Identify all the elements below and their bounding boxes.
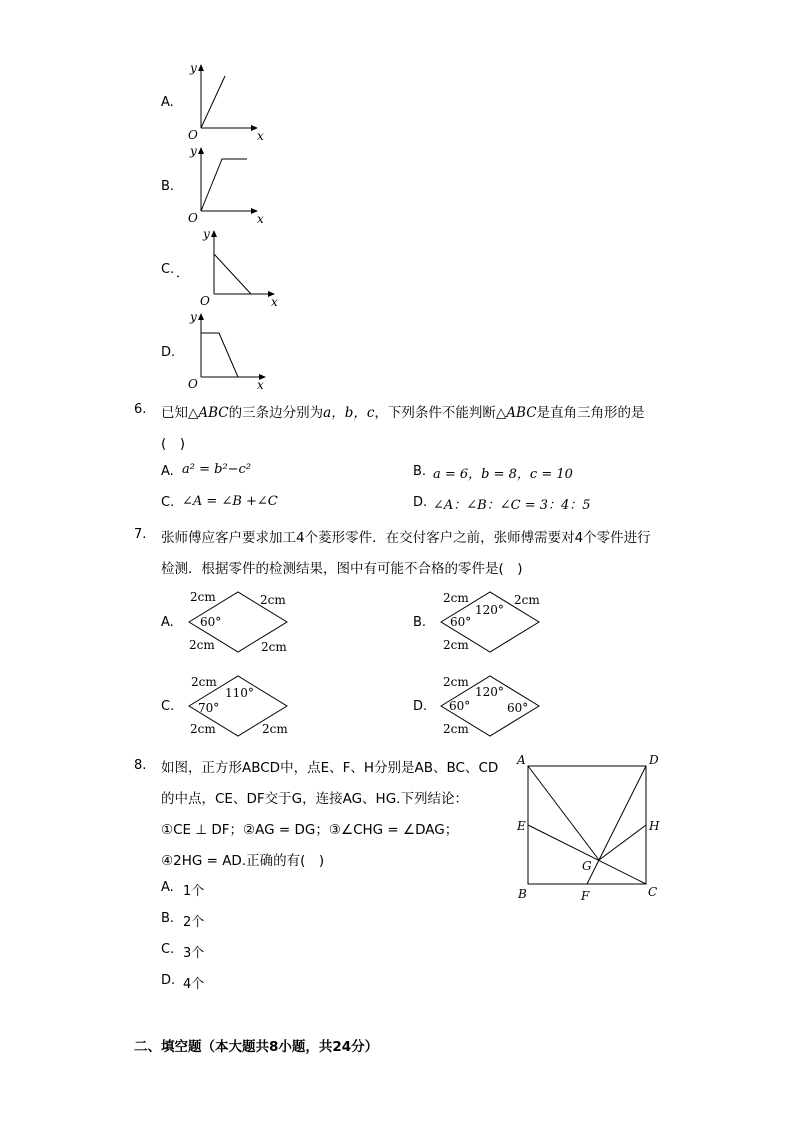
q7-stem-line1: 张师傅应客户要求加工4个菱形零件．在交付客户之前，张师傅需要对4个零件进行 <box>161 530 651 546</box>
q8-option-d-text: 4个 <box>183 977 205 992</box>
q6-option-c-text: ∠A = ∠B +∠C <box>182 494 278 509</box>
q7b-side-tl: 2cm <box>443 591 469 605</box>
q5-option-b-graph <box>185 143 265 226</box>
q8-stem-line1: 如图，正方形ABCD中，点E、F、H分别是AB、BC、CD <box>161 760 499 776</box>
q7-rhombus-c <box>185 672 305 742</box>
q7-rhombus-a <box>185 588 305 658</box>
q7d-angle-right: 60° <box>507 701 529 715</box>
q7a-side-tl: 2cm <box>190 590 216 604</box>
q7c-side-tl: 2cm <box>191 675 217 689</box>
q5d-x-label: x <box>257 378 264 392</box>
q8-label-e: E <box>517 819 526 833</box>
q7-option-a-letter: A. <box>161 615 174 630</box>
q7d-side-bl: 2cm <box>443 722 469 736</box>
q7b-angle-left: 60° <box>450 615 472 629</box>
q6-text-b: 的三条边分别为 <box>228 405 324 421</box>
q6-option-d-letter: D. <box>413 495 428 510</box>
q7-option-d-letter: D. <box>413 699 428 714</box>
q6-tri2: △ <box>495 405 507 421</box>
q5-option-a-letter: A. <box>161 95 174 110</box>
q7b-side-tr: 2cm <box>514 593 540 607</box>
q7-option-c-letter: C. <box>161 699 175 714</box>
q5b-origin-label: O <box>188 211 198 225</box>
q6-option-d-text: ∠A：∠B：∠C = 3：4：5 <box>433 498 591 513</box>
q7-stem-line2: 检测．根据零件的检测结果，图中有可能不合格的零件是( ) <box>161 561 523 577</box>
q7c-angle-top: 110° <box>225 686 254 700</box>
q5c-y-label: y <box>203 227 210 241</box>
q6-abc2: ABC <box>506 405 537 421</box>
q8-label-b: B <box>518 887 527 901</box>
q5a-x-label: x <box>257 129 264 143</box>
q5b-x-label: x <box>257 212 264 226</box>
q8-option-c-text: 3个 <box>183 946 205 961</box>
q7b-angle-top: 120° <box>475 603 504 617</box>
q8-option-c-letter: C. <box>161 942 175 957</box>
q7-rhombus-d <box>437 672 557 742</box>
q8-stem-line3: ①CE ⊥ DF；②AG = DG；③∠CHG = ∠DAG； <box>161 822 459 838</box>
section-2-title: 二、填空题（本大题共8小题，共24分） <box>134 1039 379 1055</box>
q5c-origin-label: O <box>200 294 210 308</box>
q8-square-figure <box>510 750 670 910</box>
q6-text-c: ，下列条件不能判断 <box>374 405 496 421</box>
q7d-side-tl: 2cm <box>443 675 469 689</box>
q7-number: 7. <box>134 527 147 542</box>
q8-label-c: C <box>648 885 658 899</box>
q5-option-d-letter: D. <box>161 345 176 360</box>
q6-option-c-letter: C. <box>161 495 175 510</box>
q6-option-a-letter: A. <box>161 464 174 479</box>
q8-label-d: D <box>649 753 659 767</box>
q8-option-d-letter: D. <box>161 973 176 988</box>
q6-tri1: △ <box>188 405 199 421</box>
q7c-angle-left: 70° <box>198 701 220 715</box>
q5a-y-label: y <box>190 61 197 75</box>
q7d-angle-left: 60° <box>449 699 471 713</box>
q7a-side-br: 2cm <box>261 640 287 654</box>
q6-option-b-text: a = 6，b = 8，c = 10 <box>433 467 573 482</box>
q5d-origin-label: O <box>188 377 198 391</box>
q7c-side-br: 2cm <box>262 722 288 736</box>
q6-option-b-letter: B. <box>413 464 427 479</box>
q8-label-a: A <box>517 753 526 767</box>
q8-option-a-text: 1个 <box>183 884 205 899</box>
q6-option-a-text: a² = b²−c² <box>182 462 252 477</box>
q6-abc1: ABC <box>198 405 229 421</box>
q6-stem-line2: ( ) <box>161 436 186 452</box>
q7a-angle-left: 60° <box>200 615 222 629</box>
q8-stem-line4: ④2HG = AD.正确的有( ) <box>161 853 325 869</box>
q6-number: 6. <box>134 402 147 417</box>
q7a-side-tr: 2cm <box>260 593 286 607</box>
q8-label-h: H <box>649 819 660 833</box>
q8-number: 8. <box>134 758 147 773</box>
q5c-x-label: x <box>271 295 278 309</box>
q5-option-d-graph <box>185 309 275 392</box>
q5-option-a-graph <box>185 60 265 143</box>
q7c-side-bl: 2cm <box>190 722 216 736</box>
q7a-side-bl: 2cm <box>189 638 215 652</box>
q5d-y-label: y <box>190 310 197 324</box>
q7d-angle-top: 120° <box>475 685 504 699</box>
q5-option-c-letter: C. <box>161 262 175 277</box>
q5-option-c-extra: ． <box>176 266 190 281</box>
q8-label-g: G <box>582 859 592 873</box>
q8-label-f: F <box>581 889 590 903</box>
q7-rhombus-b <box>437 588 557 658</box>
q8-option-a-letter: A. <box>161 880 174 895</box>
q5a-origin-label: O <box>188 128 198 142</box>
q8-stem-line2: 的中点，CE、DF交于G，连接AG、HG.下列结论： <box>161 791 468 807</box>
q5-option-c-graph <box>198 226 288 309</box>
q8-option-b-letter: B. <box>161 911 175 926</box>
q8-option-b-text: 2个 <box>183 915 205 930</box>
q6-text-d: 是直角三角形的是 <box>536 405 645 421</box>
q6-text-a: 已知 <box>161 405 188 421</box>
q6-vars: a，b，c <box>323 405 375 421</box>
q5-option-b-letter: B. <box>161 179 175 194</box>
q6-stem-line1 <box>161 401 645 421</box>
q5b-y-label: y <box>190 144 197 158</box>
q7-option-b-letter: B. <box>413 615 427 630</box>
q7b-side-bl: 2cm <box>443 638 469 652</box>
